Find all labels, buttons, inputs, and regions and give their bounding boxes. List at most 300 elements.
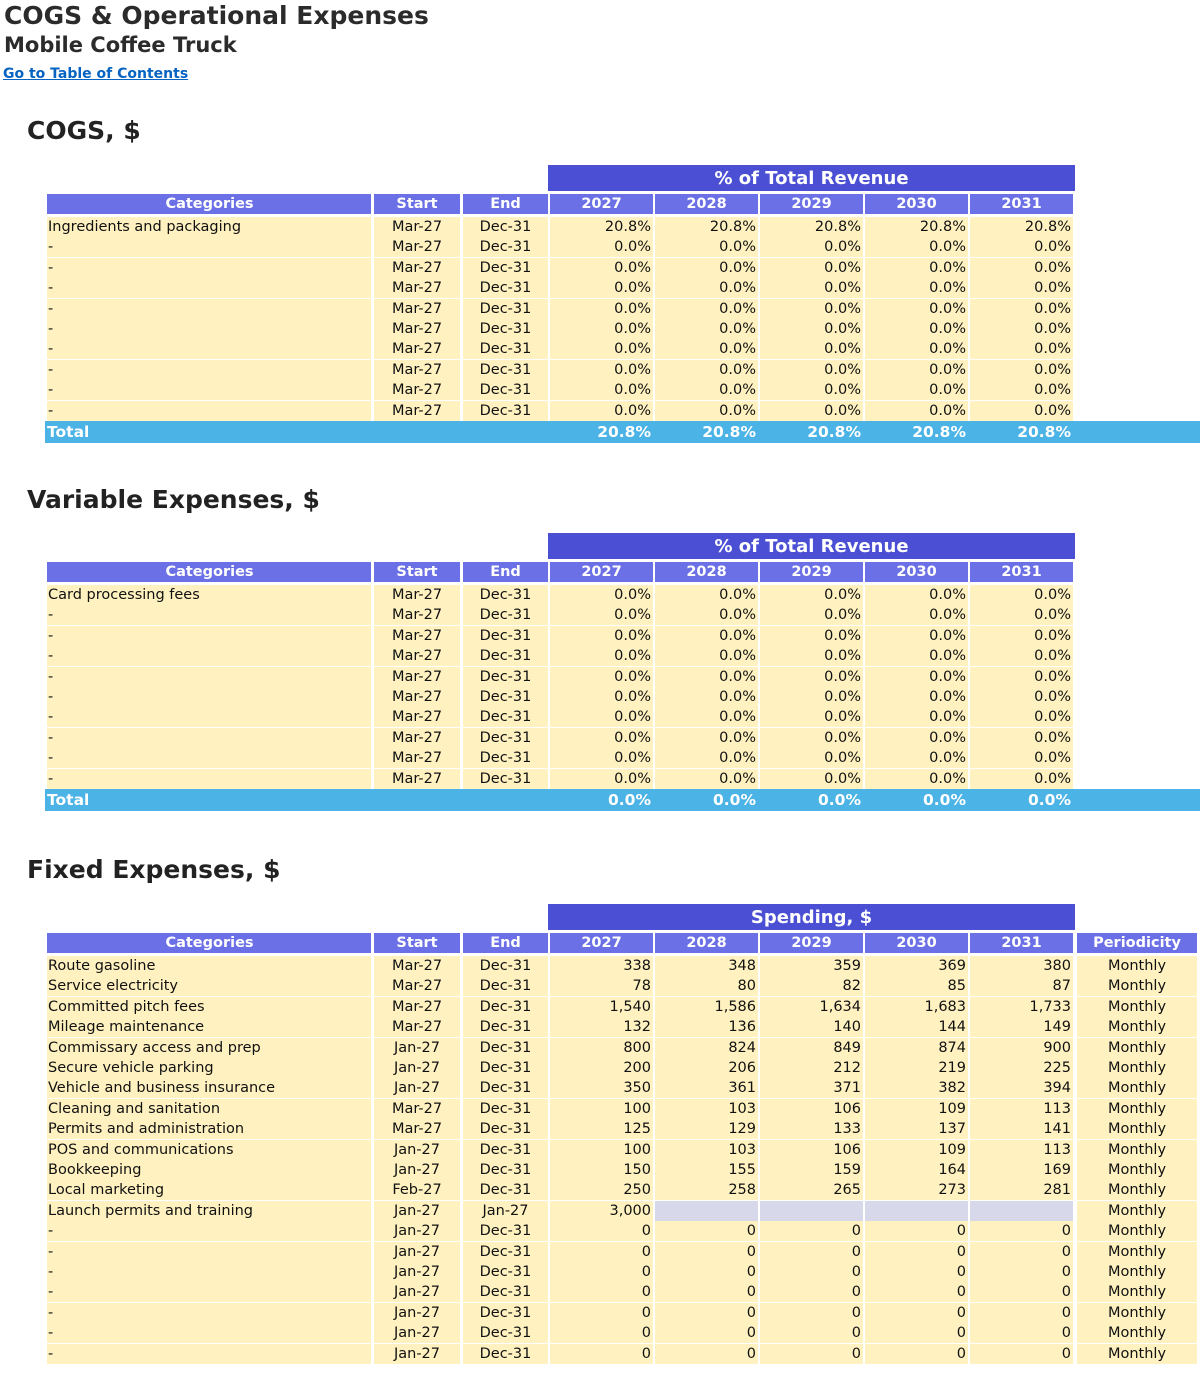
fixed-row-value[interactable]: 136 — [655, 1017, 758, 1037]
fixed-row-value[interactable]: 206 — [655, 1058, 758, 1078]
fixed-row-value[interactable]: 250 — [550, 1180, 653, 1200]
fixed-row-value[interactable] — [865, 1201, 968, 1221]
cogs-row-value[interactable]: 0.0% — [550, 360, 653, 380]
variable-row-start[interactable]: Mar-27 — [374, 707, 460, 727]
variable-row-category[interactable]: - — [47, 707, 371, 727]
variable-row-value[interactable]: 0.0% — [760, 585, 863, 605]
fixed-row-end[interactable]: Dec-31 — [463, 1242, 548, 1262]
fixed-row-value[interactable]: 82 — [760, 976, 863, 996]
fixed-row-value[interactable]: 109 — [865, 1140, 968, 1160]
variable-row-category[interactable]: - — [47, 687, 371, 707]
fixed-row-value[interactable]: 0 — [760, 1282, 863, 1302]
fixed-row-periodicity[interactable]: Monthly — [1077, 1078, 1197, 1098]
cogs-row-start[interactable]: Mar-27 — [374, 380, 460, 400]
fixed-row-start[interactable]: Mar-27 — [374, 976, 460, 996]
variable-row-start[interactable]: Mar-27 — [374, 748, 460, 768]
cogs-row-value[interactable]: 0.0% — [655, 237, 758, 257]
fixed-row-start[interactable]: Jan-27 — [374, 1303, 460, 1323]
cogs-row-value[interactable]: 0.0% — [760, 380, 863, 400]
cogs-row-value[interactable]: 0.0% — [550, 339, 653, 359]
fixed-row-value[interactable]: 273 — [865, 1180, 968, 1200]
cogs-row-category[interactable]: - — [47, 278, 371, 298]
fixed-row-category[interactable]: - — [47, 1282, 371, 1302]
cogs-row-value[interactable]: 0.0% — [550, 237, 653, 257]
fixed-row-value[interactable]: 0 — [550, 1344, 653, 1364]
fixed-row-end[interactable]: Dec-31 — [463, 1099, 548, 1119]
fixed-row-start[interactable]: Mar-27 — [374, 997, 460, 1017]
fixed-row-end[interactable]: Dec-31 — [463, 1058, 548, 1078]
fixed-row-start[interactable]: Jan-27 — [374, 1160, 460, 1180]
fixed-row-start[interactable]: Feb-27 — [374, 1180, 460, 1200]
fixed-row-category[interactable]: POS and communications — [47, 1140, 371, 1160]
variable-row-end[interactable]: Dec-31 — [463, 707, 548, 727]
cogs-row-value[interactable]: 0.0% — [655, 380, 758, 400]
variable-row-value[interactable]: 0.0% — [655, 626, 758, 646]
fixed-row-value[interactable]: 0 — [760, 1262, 863, 1282]
fixed-row-periodicity[interactable]: Monthly — [1077, 1221, 1197, 1241]
fixed-row-value[interactable]: 113 — [970, 1099, 1073, 1119]
fixed-row-end[interactable]: Dec-31 — [463, 1323, 548, 1343]
variable-row-start[interactable]: Mar-27 — [374, 728, 460, 748]
cogs-row-end[interactable]: Dec-31 — [463, 380, 548, 400]
fixed-row-value[interactable]: 219 — [865, 1058, 968, 1078]
variable-row-category[interactable]: - — [47, 667, 371, 687]
cogs-row-value[interactable]: 0.0% — [760, 278, 863, 298]
fixed-row-value[interactable]: 0 — [655, 1262, 758, 1282]
cogs-row-value[interactable]: 0.0% — [865, 401, 968, 421]
fixed-row-value[interactable] — [655, 1201, 758, 1221]
fixed-row-end[interactable]: Dec-31 — [463, 1221, 548, 1241]
fixed-row-value[interactable]: 371 — [760, 1078, 863, 1098]
fixed-row-value[interactable]: 100 — [550, 1099, 653, 1119]
cogs-row-value[interactable]: 0.0% — [865, 319, 968, 339]
variable-row-start[interactable]: Mar-27 — [374, 769, 460, 789]
fixed-row-value[interactable]: 0 — [550, 1282, 653, 1302]
variable-row-value[interactable]: 0.0% — [970, 626, 1073, 646]
fixed-row-value[interactable]: 0 — [970, 1344, 1073, 1364]
variable-row-end[interactable]: Dec-31 — [463, 667, 548, 687]
cogs-row-end[interactable]: Dec-31 — [463, 217, 548, 237]
fixed-row-value[interactable]: 0 — [760, 1242, 863, 1262]
cogs-row-value[interactable]: 0.0% — [970, 319, 1073, 339]
variable-row-value[interactable]: 0.0% — [865, 728, 968, 748]
cogs-row-end[interactable]: Dec-31 — [463, 258, 548, 278]
fixed-row-category[interactable]: Mileage maintenance — [47, 1017, 371, 1037]
variable-row-value[interactable]: 0.0% — [760, 687, 863, 707]
cogs-row-value[interactable]: 0.0% — [550, 258, 653, 278]
fixed-row-value[interactable]: 0 — [865, 1242, 968, 1262]
fixed-row-value[interactable]: 281 — [970, 1180, 1073, 1200]
variable-row-value[interactable]: 0.0% — [865, 748, 968, 768]
cogs-row-value[interactable]: 0.0% — [760, 299, 863, 319]
fixed-row-start[interactable]: Jan-27 — [374, 1282, 460, 1302]
variable-row-end[interactable]: Dec-31 — [463, 728, 548, 748]
fixed-row-value[interactable]: 109 — [865, 1099, 968, 1119]
variable-row-value[interactable]: 0.0% — [550, 667, 653, 687]
fixed-row-value[interactable]: 0 — [655, 1344, 758, 1364]
fixed-row-value[interactable]: 0 — [970, 1323, 1073, 1343]
fixed-row-value[interactable]: 1,586 — [655, 997, 758, 1017]
cogs-row-end[interactable]: Dec-31 — [463, 319, 548, 339]
fixed-row-value[interactable]: 0 — [970, 1282, 1073, 1302]
fixed-row-value[interactable]: 900 — [970, 1038, 1073, 1058]
fixed-row-end[interactable]: Dec-31 — [463, 976, 548, 996]
fixed-row-value[interactable]: 0 — [865, 1323, 968, 1343]
fixed-row-start[interactable]: Jan-27 — [374, 1038, 460, 1058]
fixed-row-value[interactable]: 106 — [760, 1140, 863, 1160]
fixed-row-start[interactable]: Jan-27 — [374, 1262, 460, 1282]
fixed-row-value[interactable]: 141 — [970, 1119, 1073, 1139]
fixed-row-value[interactable]: 87 — [970, 976, 1073, 996]
fixed-row-category[interactable]: - — [47, 1303, 371, 1323]
variable-row-value[interactable]: 0.0% — [760, 626, 863, 646]
cogs-row-value[interactable]: 0.0% — [550, 401, 653, 421]
cogs-row-value[interactable]: 0.0% — [550, 380, 653, 400]
variable-row-value[interactable]: 0.0% — [550, 748, 653, 768]
fixed-row-value[interactable]: 1,683 — [865, 997, 968, 1017]
cogs-row-category[interactable]: - — [47, 339, 371, 359]
fixed-row-value[interactable]: 265 — [760, 1180, 863, 1200]
fixed-row-value[interactable]: 137 — [865, 1119, 968, 1139]
variable-row-value[interactable]: 0.0% — [865, 585, 968, 605]
variable-row-end[interactable]: Dec-31 — [463, 769, 548, 789]
fixed-row-value[interactable]: 0 — [655, 1221, 758, 1241]
cogs-row-value[interactable]: 0.0% — [970, 401, 1073, 421]
variable-row-end[interactable]: Dec-31 — [463, 646, 548, 666]
cogs-row-value[interactable]: 0.0% — [970, 237, 1073, 257]
fixed-row-category[interactable]: Route gasoline — [47, 956, 371, 976]
fixed-row-category[interactable]: Secure vehicle parking — [47, 1058, 371, 1078]
fixed-row-value[interactable]: 144 — [865, 1017, 968, 1037]
fixed-row-periodicity[interactable]: Monthly — [1077, 1323, 1197, 1343]
variable-row-value[interactable]: 0.0% — [970, 769, 1073, 789]
variable-row-value[interactable]: 0.0% — [550, 728, 653, 748]
variable-row-value[interactable]: 0.0% — [550, 687, 653, 707]
fixed-row-start[interactable]: Jan-27 — [374, 1221, 460, 1241]
fixed-row-value[interactable]: 113 — [970, 1140, 1073, 1160]
cogs-row-value[interactable]: 0.0% — [760, 339, 863, 359]
cogs-row-category[interactable]: - — [47, 237, 371, 257]
variable-row-value[interactable]: 0.0% — [550, 626, 653, 646]
fixed-row-category[interactable]: - — [47, 1242, 371, 1262]
cogs-row-value[interactable]: 0.0% — [550, 299, 653, 319]
variable-row-value[interactable]: 0.0% — [655, 769, 758, 789]
variable-row-value[interactable]: 0.0% — [655, 687, 758, 707]
fixed-row-value[interactable]: 380 — [970, 956, 1073, 976]
fixed-row-periodicity[interactable]: Monthly — [1077, 1303, 1197, 1323]
fixed-row-end[interactable]: Dec-31 — [463, 1262, 548, 1282]
fixed-row-category[interactable]: Permits and administration — [47, 1119, 371, 1139]
variable-row-value[interactable]: 0.0% — [970, 687, 1073, 707]
cogs-row-end[interactable]: Dec-31 — [463, 360, 548, 380]
fixed-row-value[interactable]: 0 — [970, 1303, 1073, 1323]
variable-row-value[interactable]: 0.0% — [865, 769, 968, 789]
fixed-row-end[interactable]: Dec-31 — [463, 1160, 548, 1180]
cogs-row-value[interactable]: 0.0% — [550, 319, 653, 339]
fixed-row-end[interactable]: Dec-31 — [463, 1180, 548, 1200]
cogs-row-value[interactable]: 0.0% — [865, 258, 968, 278]
variable-row-category[interactable]: - — [47, 748, 371, 768]
fixed-row-value[interactable]: 0 — [865, 1344, 968, 1364]
fixed-row-end[interactable]: Dec-31 — [463, 1303, 548, 1323]
fixed-row-value[interactable]: 394 — [970, 1078, 1073, 1098]
fixed-row-value[interactable]: 0 — [865, 1221, 968, 1241]
fixed-row-value[interactable]: 1,733 — [970, 997, 1073, 1017]
cogs-row-value[interactable]: 20.8% — [550, 217, 653, 237]
fixed-row-category[interactable]: Local marketing — [47, 1180, 371, 1200]
fixed-row-value[interactable]: 0 — [970, 1262, 1073, 1282]
fixed-row-category[interactable]: Bookkeeping — [47, 1160, 371, 1180]
cogs-row-value[interactable]: 20.8% — [865, 217, 968, 237]
variable-row-value[interactable]: 0.0% — [760, 667, 863, 687]
variable-row-start[interactable]: Mar-27 — [374, 605, 460, 625]
fixed-row-value[interactable]: 103 — [655, 1099, 758, 1119]
fixed-row-value[interactable]: 106 — [760, 1099, 863, 1119]
variable-row-value[interactable]: 0.0% — [655, 585, 758, 605]
cogs-row-category[interactable]: - — [47, 401, 371, 421]
variable-row-value[interactable]: 0.0% — [550, 585, 653, 605]
fixed-row-value[interactable]: 125 — [550, 1119, 653, 1139]
fixed-row-value[interactable]: 0 — [655, 1242, 758, 1262]
cogs-row-value[interactable]: 0.0% — [760, 401, 863, 421]
fixed-row-value[interactable]: 359 — [760, 956, 863, 976]
fixed-row-value[interactable]: 0 — [550, 1303, 653, 1323]
cogs-row-end[interactable]: Dec-31 — [463, 339, 548, 359]
variable-row-value[interactable]: 0.0% — [970, 646, 1073, 666]
fixed-row-periodicity[interactable]: Monthly — [1077, 1017, 1197, 1037]
fixed-row-start[interactable]: Mar-27 — [374, 1099, 460, 1119]
cogs-row-value[interactable]: 0.0% — [970, 380, 1073, 400]
fixed-row-value[interactable]: 258 — [655, 1180, 758, 1200]
variable-row-value[interactable]: 0.0% — [970, 667, 1073, 687]
cogs-row-value[interactable]: 0.0% — [865, 380, 968, 400]
cogs-row-category[interactable]: - — [47, 258, 371, 278]
fixed-row-value[interactable]: 350 — [550, 1078, 653, 1098]
variable-row-value[interactable]: 0.0% — [655, 646, 758, 666]
fixed-row-value[interactable]: 0 — [550, 1323, 653, 1343]
fixed-row-value[interactable]: 874 — [865, 1038, 968, 1058]
variable-row-start[interactable]: Mar-27 — [374, 626, 460, 646]
fixed-row-category[interactable]: Cleaning and sanitation — [47, 1099, 371, 1119]
fixed-row-start[interactable]: Mar-27 — [374, 956, 460, 976]
fixed-row-start[interactable]: Jan-27 — [374, 1344, 460, 1364]
variable-row-end[interactable]: Dec-31 — [463, 605, 548, 625]
cogs-row-category[interactable]: - — [47, 360, 371, 380]
cogs-row-value[interactable]: 0.0% — [760, 237, 863, 257]
variable-row-value[interactable]: 0.0% — [760, 646, 863, 666]
variable-row-value[interactable]: 0.0% — [760, 748, 863, 768]
cogs-row-value[interactable]: 0.0% — [655, 319, 758, 339]
fixed-row-end[interactable]: Dec-31 — [463, 956, 548, 976]
cogs-row-category[interactable]: - — [47, 319, 371, 339]
cogs-row-value[interactable]: 0.0% — [970, 278, 1073, 298]
fixed-row-end[interactable]: Jan-27 — [463, 1201, 548, 1221]
fixed-row-end[interactable]: Dec-31 — [463, 1140, 548, 1160]
fixed-row-value[interactable]: 129 — [655, 1119, 758, 1139]
cogs-row-start[interactable]: Mar-27 — [374, 360, 460, 380]
fixed-row-value[interactable]: 150 — [550, 1160, 653, 1180]
fixed-row-start[interactable]: Jan-27 — [374, 1078, 460, 1098]
cogs-row-start[interactable]: Mar-27 — [374, 217, 460, 237]
fixed-row-value[interactable]: 155 — [655, 1160, 758, 1180]
variable-row-value[interactable]: 0.0% — [550, 707, 653, 727]
fixed-row-value[interactable]: 169 — [970, 1160, 1073, 1180]
variable-row-value[interactable]: 0.0% — [865, 667, 968, 687]
fixed-row-periodicity[interactable]: Monthly — [1077, 1180, 1197, 1200]
cogs-row-value[interactable]: 0.0% — [760, 258, 863, 278]
variable-row-value[interactable]: 0.0% — [865, 605, 968, 625]
fixed-row-value[interactable] — [760, 1201, 863, 1221]
cogs-row-category[interactable]: - — [47, 380, 371, 400]
fixed-row-category[interactable]: - — [47, 1262, 371, 1282]
fixed-row-periodicity[interactable]: Monthly — [1077, 1262, 1197, 1282]
variable-row-end[interactable]: Dec-31 — [463, 687, 548, 707]
cogs-row-value[interactable]: 20.8% — [760, 217, 863, 237]
fixed-row-start[interactable]: Mar-27 — [374, 1017, 460, 1037]
fixed-row-category[interactable]: Vehicle and business insurance — [47, 1078, 371, 1098]
variable-row-start[interactable]: Mar-27 — [374, 646, 460, 666]
variable-row-value[interactable]: 0.0% — [865, 707, 968, 727]
variable-row-start[interactable]: Mar-27 — [374, 687, 460, 707]
variable-row-value[interactable]: 0.0% — [550, 646, 653, 666]
cogs-row-value[interactable]: 0.0% — [865, 278, 968, 298]
fixed-row-value[interactable]: 0 — [550, 1221, 653, 1241]
variable-row-start[interactable]: Mar-27 — [374, 667, 460, 687]
variable-row-end[interactable]: Dec-31 — [463, 748, 548, 768]
fixed-row-start[interactable]: Jan-27 — [374, 1058, 460, 1078]
fixed-row-value[interactable]: 100 — [550, 1140, 653, 1160]
fixed-row-start[interactable]: Jan-27 — [374, 1323, 460, 1343]
cogs-row-start[interactable]: Mar-27 — [374, 278, 460, 298]
fixed-row-value[interactable]: 133 — [760, 1119, 863, 1139]
variable-row-value[interactable]: 0.0% — [655, 605, 758, 625]
fixed-row-value[interactable]: 0 — [550, 1262, 653, 1282]
fixed-row-periodicity[interactable]: Monthly — [1077, 956, 1197, 976]
variable-row-value[interactable]: 0.0% — [865, 646, 968, 666]
fixed-row-value[interactable]: 800 — [550, 1038, 653, 1058]
fixed-row-periodicity[interactable]: Monthly — [1077, 1058, 1197, 1078]
variable-row-value[interactable]: 0.0% — [655, 728, 758, 748]
fixed-row-periodicity[interactable]: Monthly — [1077, 1038, 1197, 1058]
cogs-row-category[interactable]: - — [47, 299, 371, 319]
fixed-row-value[interactable]: 0 — [655, 1282, 758, 1302]
variable-row-value[interactable]: 0.0% — [760, 605, 863, 625]
variable-row-end[interactable]: Dec-31 — [463, 585, 548, 605]
variable-row-value[interactable]: 0.0% — [970, 728, 1073, 748]
fixed-row-category[interactable]: - — [47, 1344, 371, 1364]
fixed-row-periodicity[interactable]: Monthly — [1077, 1160, 1197, 1180]
fixed-row-value[interactable]: 0 — [970, 1221, 1073, 1241]
cogs-row-value[interactable]: 0.0% — [970, 258, 1073, 278]
fixed-row-value[interactable]: 348 — [655, 956, 758, 976]
fixed-row-value[interactable]: 0 — [550, 1242, 653, 1262]
cogs-row-end[interactable]: Dec-31 — [463, 237, 548, 257]
fixed-row-value[interactable]: 0 — [760, 1303, 863, 1323]
fixed-row-value[interactable]: 0 — [760, 1221, 863, 1241]
variable-row-value[interactable]: 0.0% — [655, 667, 758, 687]
fixed-row-category[interactable]: Committed pitch fees — [47, 997, 371, 1017]
fixed-row-value[interactable]: 361 — [655, 1078, 758, 1098]
cogs-row-value[interactable]: 0.0% — [655, 258, 758, 278]
fixed-row-periodicity[interactable]: Monthly — [1077, 1201, 1197, 1221]
fixed-row-value[interactable]: 3,000 — [550, 1201, 653, 1221]
variable-row-value[interactable]: 0.0% — [760, 707, 863, 727]
fixed-row-value[interactable]: 369 — [865, 956, 968, 976]
fixed-row-start[interactable]: Jan-27 — [374, 1201, 460, 1221]
cogs-row-value[interactable]: 20.8% — [655, 217, 758, 237]
fixed-row-value[interactable] — [970, 1201, 1073, 1221]
cogs-row-value[interactable]: 0.0% — [865, 339, 968, 359]
fixed-row-value[interactable]: 159 — [760, 1160, 863, 1180]
cogs-row-start[interactable]: Mar-27 — [374, 401, 460, 421]
cogs-row-value[interactable]: 0.0% — [865, 299, 968, 319]
cogs-row-start[interactable]: Mar-27 — [374, 319, 460, 339]
variable-row-value[interactable]: 0.0% — [550, 769, 653, 789]
fixed-row-category[interactable]: - — [47, 1323, 371, 1343]
fixed-row-value[interactable]: 103 — [655, 1140, 758, 1160]
cogs-row-value[interactable]: 0.0% — [970, 360, 1073, 380]
cogs-row-value[interactable]: 20.8% — [970, 217, 1073, 237]
fixed-row-value[interactable]: 0 — [655, 1323, 758, 1343]
variable-row-value[interactable]: 0.0% — [760, 769, 863, 789]
fixed-row-end[interactable]: Dec-31 — [463, 1119, 548, 1139]
fixed-row-value[interactable]: 0 — [655, 1303, 758, 1323]
fixed-row-value[interactable]: 200 — [550, 1058, 653, 1078]
fixed-row-value[interactable]: 1,634 — [760, 997, 863, 1017]
fixed-row-end[interactable]: Dec-31 — [463, 1017, 548, 1037]
variable-row-value[interactable]: 0.0% — [760, 728, 863, 748]
cogs-row-value[interactable]: 0.0% — [760, 319, 863, 339]
variable-row-category[interactable]: Card processing fees — [47, 585, 371, 605]
cogs-row-start[interactable]: Mar-27 — [374, 258, 460, 278]
fixed-row-start[interactable]: Jan-27 — [374, 1140, 460, 1160]
fixed-row-value[interactable]: 382 — [865, 1078, 968, 1098]
cogs-row-value[interactable]: 0.0% — [760, 360, 863, 380]
fixed-row-end[interactable]: Dec-31 — [463, 1282, 548, 1302]
fixed-row-periodicity[interactable]: Monthly — [1077, 1140, 1197, 1160]
fixed-row-category[interactable]: Service electricity — [47, 976, 371, 996]
variable-row-category[interactable]: - — [47, 646, 371, 666]
cogs-row-value[interactable]: 0.0% — [970, 299, 1073, 319]
variable-row-category[interactable]: - — [47, 626, 371, 646]
variable-row-category[interactable]: - — [47, 769, 371, 789]
variable-row-value[interactable]: 0.0% — [550, 605, 653, 625]
cogs-row-value[interactable]: 0.0% — [550, 278, 653, 298]
toc-link[interactable]: Go to Table of Contents — [3, 66, 189, 82]
fixed-row-value[interactable]: 0 — [865, 1303, 968, 1323]
variable-row-value[interactable]: 0.0% — [970, 748, 1073, 768]
fixed-row-periodicity[interactable]: Monthly — [1077, 1119, 1197, 1139]
fixed-row-value[interactable]: 164 — [865, 1160, 968, 1180]
cogs-row-start[interactable]: Mar-27 — [374, 237, 460, 257]
variable-row-end[interactable]: Dec-31 — [463, 626, 548, 646]
variable-row-value[interactable]: 0.0% — [655, 707, 758, 727]
fixed-row-periodicity[interactable]: Monthly — [1077, 1344, 1197, 1364]
fixed-row-value[interactable]: 140 — [760, 1017, 863, 1037]
cogs-row-start[interactable]: Mar-27 — [374, 299, 460, 319]
cogs-row-value[interactable]: 0.0% — [655, 401, 758, 421]
variable-row-value[interactable]: 0.0% — [970, 707, 1073, 727]
fixed-row-start[interactable]: Mar-27 — [374, 1119, 460, 1139]
fixed-row-value[interactable]: 225 — [970, 1058, 1073, 1078]
cogs-row-end[interactable]: Dec-31 — [463, 278, 548, 298]
fixed-row-value[interactable]: 0 — [760, 1344, 863, 1364]
fixed-row-value[interactable]: 0 — [970, 1242, 1073, 1262]
cogs-row-value[interactable]: 0.0% — [865, 360, 968, 380]
cogs-row-value[interactable]: 0.0% — [865, 237, 968, 257]
fixed-row-value[interactable]: 849 — [760, 1038, 863, 1058]
fixed-row-value[interactable]: 78 — [550, 976, 653, 996]
